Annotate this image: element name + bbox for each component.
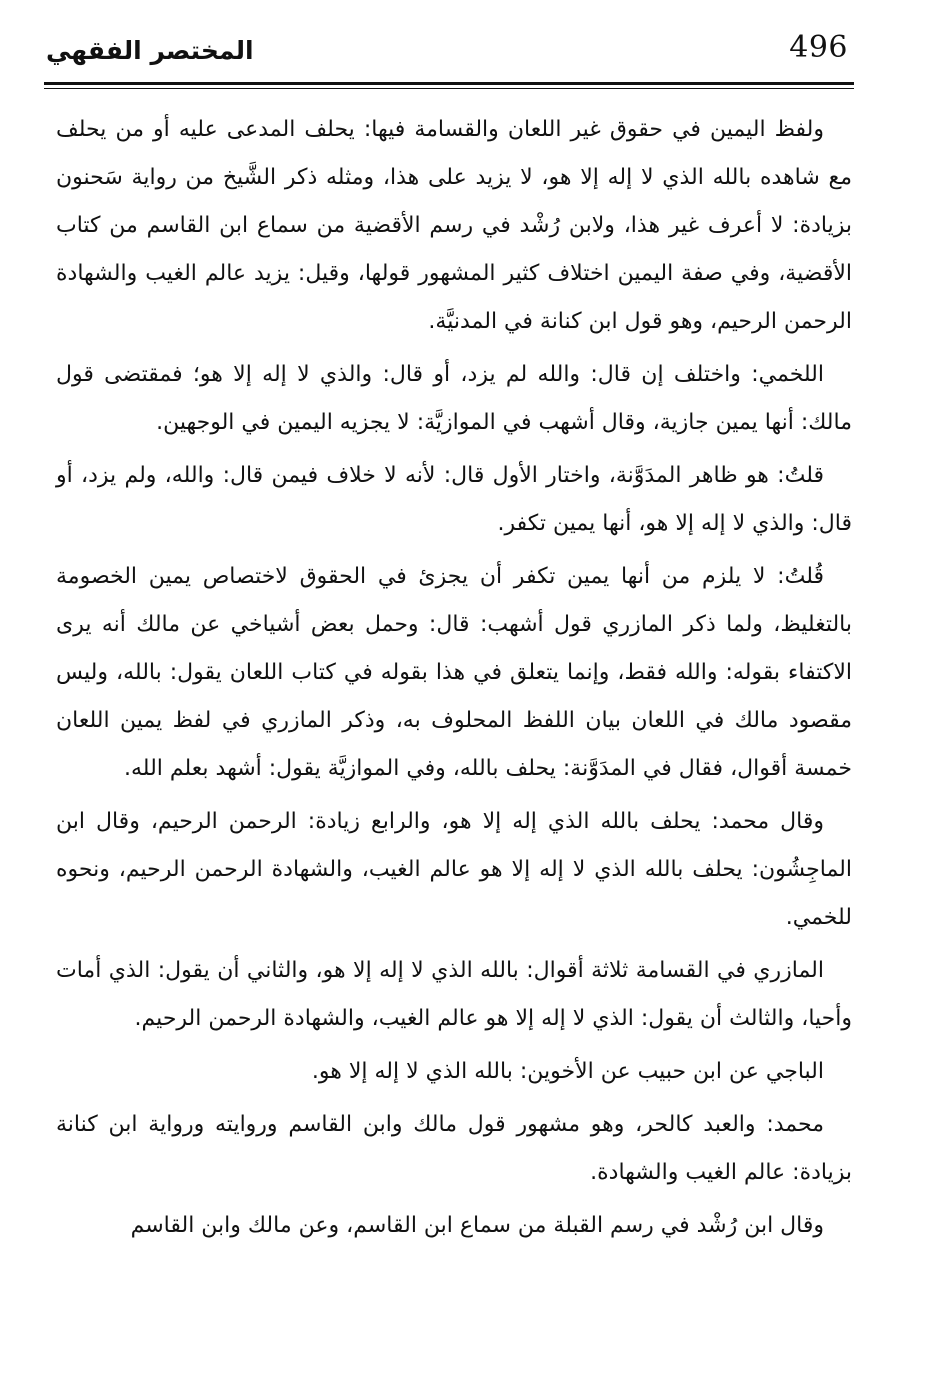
header-rule-thin [44, 88, 854, 89]
paragraph: وقال ابن رُشْد في رسم القبلة من سماع ابن القاسم، وعن مالك وابن القاسم [130, 1213, 824, 1238]
body-text [56, 106, 852, 1255]
paragraph: وقال محمد: يحلف بالله الذي إله إلا هو، والرابع زيادة: الرحمن الرحيم، وقال ابن الماجِشُون: يحلف بالله الذي لا إله إلا هو عالم الغيب، والشهادة الرحمن الرحيم، ونحوه للخمي. [56, 809, 852, 930]
paragraph: الباجي عن ابن حبيب عن الأخوين: بالله الذي لا إله إلا هو. [311, 1059, 824, 1084]
paragraph: المازري في القسامة ثلاثة أقوال: بالله الذي لا إله إلا هو، والثاني أن يقول: الذي أمات وأحيا، والثالث أن يقول: الذي لا إله إلا هو عالم الغيب، والشهادة الرحمن الرحيم. [56, 958, 852, 1031]
paragraph: قلتُ: هو ظاهر المدَوَّنة، واختار الأول قال: لأنه لا خلاف فيمن قال: والله، ولم يزد، أو قال: والذي لا إله إلا هو، أنها يمين تكفر. [56, 463, 852, 536]
header-rule [44, 82, 854, 85]
paragraph: محمد: والعبد كالحر، وهو مشهور قول مالك وابن القاسم وروايته ورواية ابن كنانة بزيادة: عالم الغيب والشهادة. [56, 1112, 852, 1185]
paragraph: ولفظ اليمين في حقوق غير اللعان والقسامة فيها: يحلف المدعى عليه أو من يحلف مع شاهده بالله الذي لا إله إلا هو، لا يزيد على هذا، ومثله ذكر الشَّيخ من رواية سَحنون بزيادة: لا أعرف غير هذا، ولابن رُشْد في رسم الأقضية من سماع ابن القاسم من كتاب الأقضية، وفي صفة اليمين اختلاف كثير المشهور قولها، وقيل: يزيد عالم الغيب والشهادة الرحمن الرحيم، وهو قول ابن كنانة في المدنيَّة. [56, 117, 852, 334]
paragraph: قُلتُ: لا يلزم من أنها يمين تكفر أن يجزئ في الحقوق لاختصاص يمين الخصومة بالتغليظ، ولما ذكر المازري قول أشهب: قال: وحمل بعض أشياخي عن مالك أنه يرى الاكتفاء بقوله: والله فقط، وإنما يتعلق في هذا بقوله في كتاب اللعان يقول: بالله، وليس مقصود مالك في اللعان بيان اللفظ المحلوف به، وذكر المازري في لفظ يمين اللعان خمسة أقوال، فقال في المدَوَّنة: يحلف بالله، وفي الموازيَّة يقول: أشهد بعلم الله. [56, 564, 852, 781]
page-header [44, 22, 854, 84]
page-number: 496 [789, 30, 848, 65]
running-title: المختصر الفقهي [46, 36, 254, 65]
paragraph: اللخمي: واختلف إن قال: والله لم يزد، أو قال: والذي لا إله إلا هو؛ فمقتضى قول مالك: أنها يمين جازية، وقال أشهب في الموازيَّة: لا يجزيه اليمين في الوجهين. [56, 362, 852, 435]
